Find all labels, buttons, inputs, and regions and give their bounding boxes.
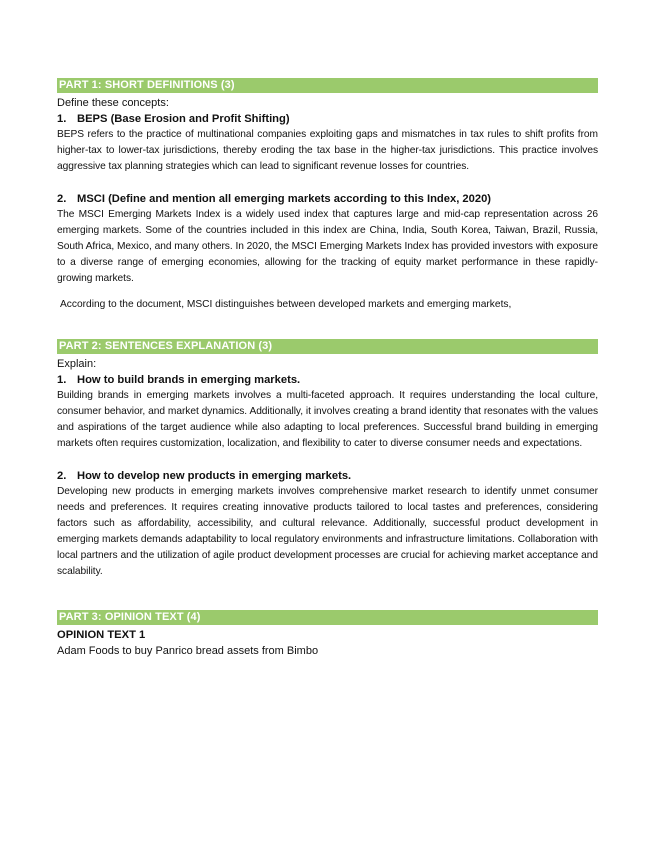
part2-q2-title-text: How to develop new products in emerging markets. — [77, 470, 352, 482]
part1-q2-note: According to the document, MSCI distinguishes between developed markets and emerging markets, — [60, 299, 512, 310]
part1-q1-answer: BEPS refers to the practice of multinational companies exploiting gaps and mismatches in tax rules to shift profits from higher-tax to lower-tax jurisdictions, thereby eroding the tax base in the higher-tax jurisdictions. This practice involves aggressive tax planning strategies which can lead to significant revenue losses for countries. — [57, 129, 598, 172]
part1-intro: Define these concepts: — [57, 97, 169, 109]
part1-q1-title-text: BEPS (Base Erosion and Profit Shifting) — [77, 113, 290, 125]
part3-header: PART 3: OPINION TEXT (4) — [57, 610, 598, 625]
part1-q1-title — [57, 111, 598, 127]
part2-q1-title — [57, 372, 598, 388]
part2-q1-number: 1. — [57, 374, 67, 386]
part2-header: PART 2: SENTENCES EXPLANATION (3) — [57, 339, 598, 354]
part2-q2-title — [57, 468, 598, 484]
part1-q2-title-text: MSCI (Define and mention all emerging markets according to this Index, 2020) — [77, 193, 492, 205]
part2-q2-answer: Developing new products in emerging markets involves comprehensive market research to identify unmet consumer needs and preferences. It requires creating innovative products tailored to local tastes and preferences, considering factors such as affordability, accessibility, and cultural relevance. Additionally, successful product development in emerging markets demands adaptability to local regulatory environments and infrastructure limitations. Collaboration with local partners and the utilization of agile product development processes are crucial for achieving market acceptance and scalability. — [57, 486, 598, 577]
part2-q2-number: 2. — [57, 470, 67, 482]
part2-q1-title-text: How to build brands in emerging markets. — [77, 374, 301, 386]
document-page — [57, 78, 598, 659]
part1-q2-answer: The MSCI Emerging Markets Index is a widely used index that captures large and mid-cap representation across 26 emerging markets. Some of the countries included in this index are China, India, South Korea, Taiwan, Brazil, Russia, South Africa, Mexico, and many others. In 2020, the MSCI Emerging Markets Index has provided investors with exposure to a diverse range of emerging economies, allowing for the tracking of equity market performance in these rapidly-growing markets. — [57, 209, 598, 284]
part2-q1-answer: Building brands in emerging markets involves a multi-faceted approach. It requires understanding the local culture, consumer behavior, and market dynamics. Additionally, it involves creating a brand identity that resonates with the values and aspirations of the target audience while also adapting to local preferences. Successful brand building in emerging markets often requires customization, localization, and flexibility to cater to diverse consumer needs and expectations. — [57, 390, 598, 449]
opinion-text: Adam Foods to buy Panrico bread assets from Bimbo — [57, 645, 319, 657]
part1-q1-number: 1. — [57, 113, 67, 125]
part2-intro: Explain: — [57, 358, 97, 370]
part1-header: PART 1: SHORT DEFINITIONS (3) — [57, 78, 598, 93]
part1-q2-number: 2. — [57, 193, 67, 205]
part1-q2-title — [57, 191, 598, 207]
opinion-title: OPINION TEXT 1 — [57, 629, 146, 641]
